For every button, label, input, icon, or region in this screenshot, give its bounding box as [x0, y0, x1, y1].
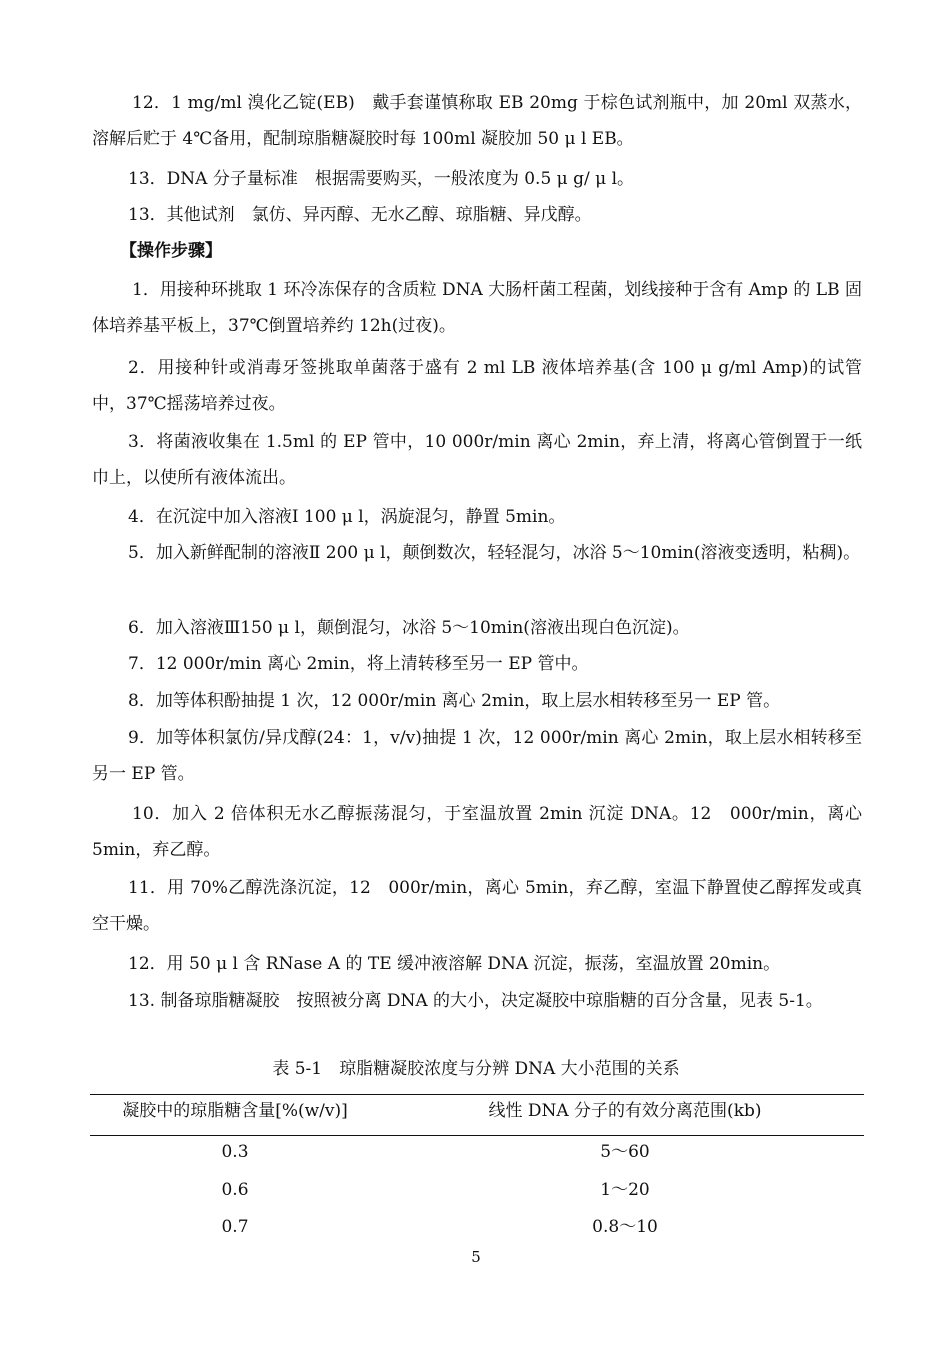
step-5: 5．加入新鲜配制的溶液Ⅱ 200 μ l，颠倒数次，轻轻混匀，冰浴 5～10min(溶液变透明，粘稠)。	[128, 543, 861, 563]
reagent-paragraph-other: 13．其他试剂 氯仿、异丙醇、无水乙醇、琼脂糖、异戊醇。	[128, 205, 592, 225]
step-4: 4．在沉淀中加入溶液Ⅰ 100 μ l，涡旋混匀，静置 5min。	[128, 507, 566, 527]
table-header-rule	[90, 1135, 864, 1136]
table-header-agarose: 凝胶中的琼脂糖含量[%(w/v)]	[122, 1101, 348, 1121]
step-8: 8．加等体积酚抽提 1 次，12 000r/min 离心 2min，取上层水相转移至另一 EP 管。	[128, 691, 781, 711]
step-12: 12．用 50 μ l 含 RNase A 的 TE 缓冲液溶解 DNA 沉淀，振荡，室温放置 20min。	[128, 954, 781, 974]
reagent-paragraph-dna-marker: 13．DNA 分子量标准 根据需要购买，一般浓度为 0.5 μ g/ μ l。	[128, 169, 635, 189]
step-3: 3．将菌液收集在 1.5ml 的 EP 管中，10 000r/min 离心 2min，弃上清，将离心管倒置于一纸巾上，以使所有液体流出。	[92, 432, 862, 488]
step-6: 6．加入溶液Ⅲ150 μ l，颠倒混匀，冰浴 5～10min(溶液出现白色沉淀)。	[128, 618, 690, 638]
table-cell-agarose: 0.3	[221, 1142, 249, 1162]
table-cell-range: 5～60	[600, 1142, 650, 1162]
step-7: 7．12 000r/min 离心 2min，将上清转移至另一 EP 管中。	[128, 654, 589, 674]
step-1: 1．用接种环挑取 1 环冷冻保存的含质粒 DNA 大肠杆菌工程菌，划线接种于含有 Amp 的 LB 固体培养基平板上，37℃倒置培养约 12h(过夜)。	[92, 280, 862, 336]
step-9: 9．加等体积氯仿/异戊醇(24：1，v/v)抽提 1 次，12 000r/min 离心 2min，取上层水相转移至另一 EP 管。	[92, 728, 862, 784]
table-caption: 表 5-1 琼脂糖凝胶浓度与分辨 DNA 大小范围的关系	[272, 1059, 680, 1079]
step-11: 11．用 70%乙醇洗涤沉淀，12 000r/min，离心 5min，弃乙醇，室温下静置使乙醇挥发或真空干燥。	[92, 878, 862, 934]
table-top-rule	[90, 1094, 864, 1095]
step-13: 13. 制备琼脂糖凝胶 按照被分离 DNA 的大小，决定凝胶中琼脂糖的百分含量，见表 5-1。	[128, 991, 823, 1011]
reagent-paragraph-eb: 12．1 mg/ml 溴化乙锭(EB) 戴手套谨慎称取 EB 20mg 于棕色试剂瓶中，加 20ml 双蒸水，溶解后贮于 4℃备用，配制琼脂糖凝胶时每 100ml 凝胶加 50 μ l EB。	[92, 93, 862, 149]
section-heading: 【操作步骤】	[120, 241, 222, 261]
table-cell-agarose: 0.6	[221, 1180, 249, 1200]
table-cell-range: 0.8～10	[592, 1217, 658, 1237]
step-10: 10．加入 2 倍体积无水乙醇振荡混匀，于室温放置 2min 沉淀 DNA。12 000r/min，离心 5min，弃乙醇。	[92, 804, 862, 860]
table-cell-range: 1～20	[600, 1180, 650, 1200]
page-number: 5	[471, 1248, 481, 1266]
step-2: 2．用接种针或消毒牙签挑取单菌落于盛有 2 ml LB 液体培养基(含 100 μ g/ml Amp)的试管中，37℃摇荡培养过夜。	[92, 358, 862, 414]
table-cell-agarose: 0.7	[221, 1217, 249, 1237]
table-header-range: 线性 DNA 分子的有效分离范围(kb)	[488, 1101, 762, 1121]
